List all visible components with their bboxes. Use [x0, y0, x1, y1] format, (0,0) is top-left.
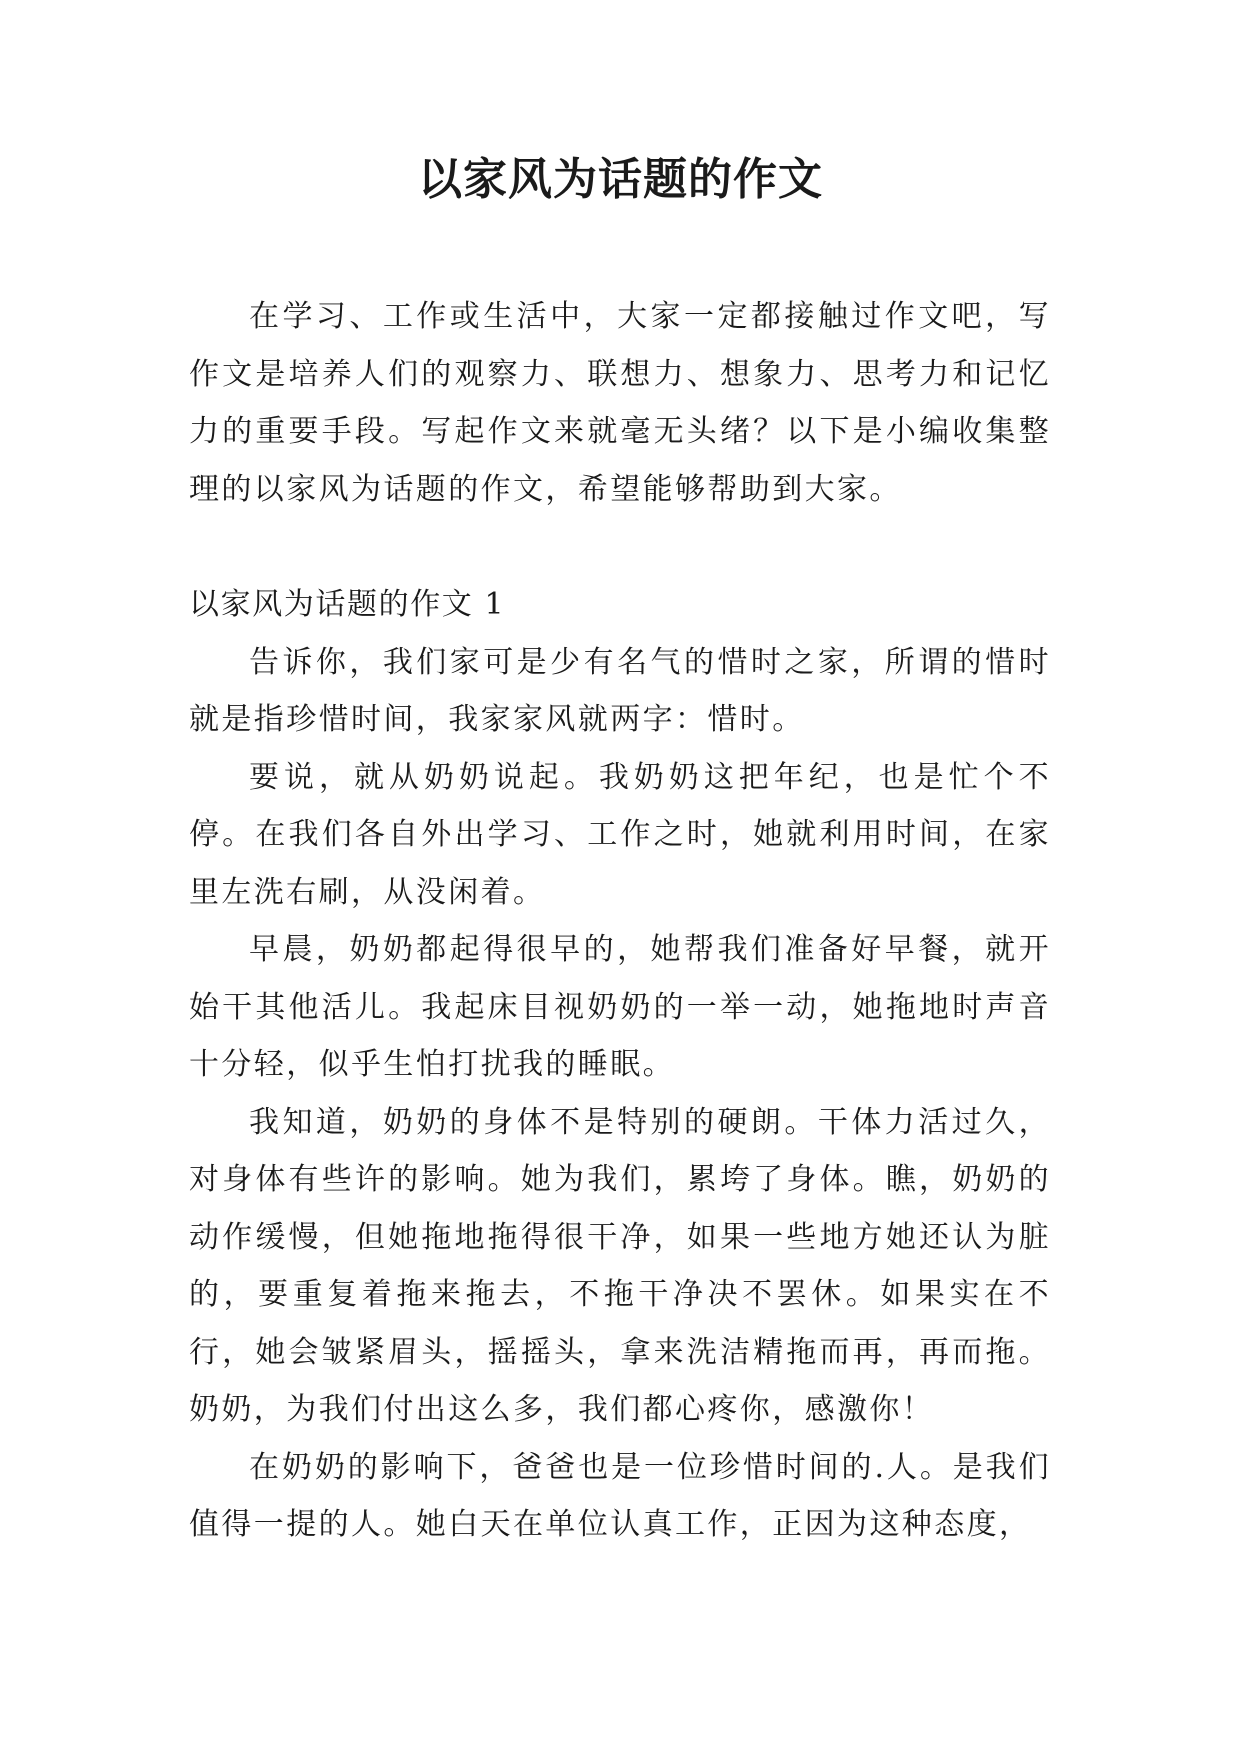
section-heading: 以家风为话题的作文 1	[189, 587, 506, 622]
intro-paragraph: 在学习、工作或生活中，大家一定都接触过作文吧，写作文是培养人们的观察力、联想力、想象力、思考力和记忆力的重要手段。写起作文来就毫无头绪？以下是小编收集整理的以家风为话题的作文，希望能够帮助到大家。	[189, 299, 1051, 507]
body-paragraph: 告诉你，我们家可是少有名气的惜时之家，所谓的惜时就是指珍惜时间，我家家风就两字：惜时。	[189, 644, 1051, 737]
body-paragraph: 早晨，奶奶都起得很早的，她帮我们准备好早餐，就开始干其他活儿。我起床目视奶奶的一举一动，她拖地时声音十分轻，似乎生怕打扰我的睡眠。	[189, 932, 1051, 1082]
body-paragraph: 要说，就从奶奶说起。我奶奶这把年纪，也是忙个不停。在我们各自外出学习、工作之时，她就利用时间，在家里左洗右刷，从没闲着。	[189, 759, 1051, 910]
body-paragraph: 在奶奶的影响下，爸爸也是一位珍惜时间的.人。是我们值得一提的人。她白天在单位认真工作，正因为这种态度，	[189, 1449, 1051, 1542]
document-title: 以家风为话题的作文	[418, 154, 823, 205]
body-paragraph: 我知道，奶奶的身体不是特别的硬朗。干体力活过久，对身体有些许的影响。她为我们，累垮了身体。瞧，奶奶的动作缓慢，但她拖地拖得很干净，如果一些地方她还认为脏的，要重复着拖来拖去，不拖干净决不罢休。如果实在不行，她会皱紧眉头，摇摇头，拿来洗洁精拖而再，再而拖。奶奶，为我们付出这么多，我们都心疼你，感激你！	[189, 1104, 1051, 1427]
document-body	[189, 288, 1051, 1554]
